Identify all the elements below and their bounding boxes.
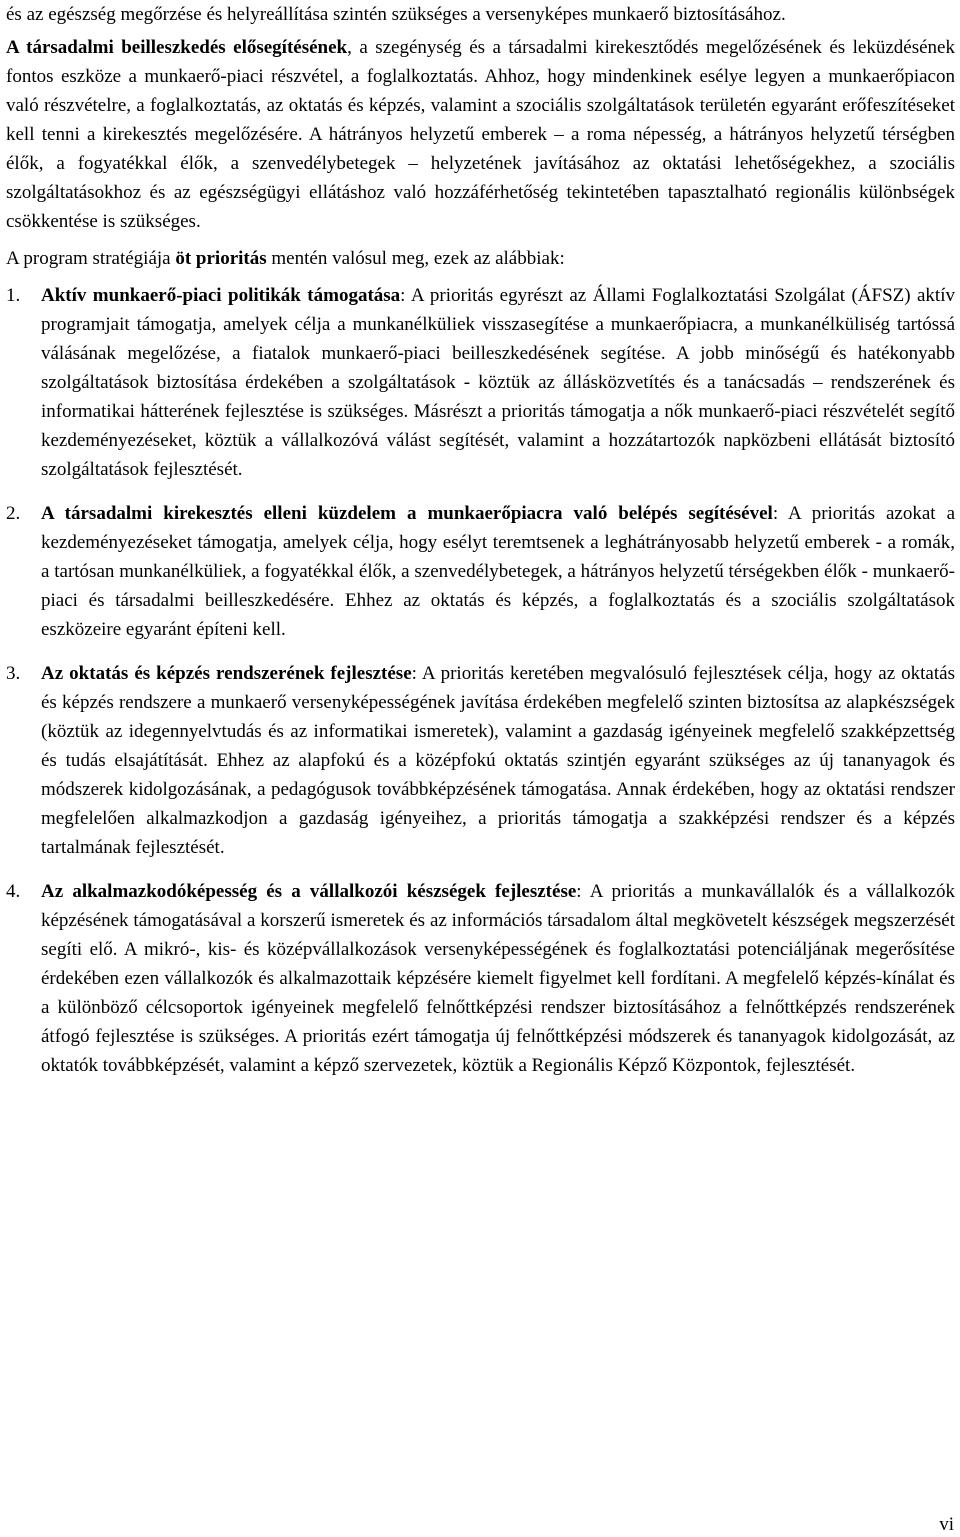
intro-paragraph: és az egészség megőrzése és helyreállítása szintén szükséges a versenyképes munkaerő biztosításához. (6, 4, 786, 25)
social-rest: , a szegénység és a társadalmi kirekesztődés megelőzésének és leküzdésének fontos eszköze a munkaerő-piaci részvétel, a foglalkoztatás. Ahhoz, hogy mindenkinek esélye legyen a munkaerőpiacon való részvételre, a foglalkoztatás, az oktatás és képzés, valamint a szociális szolgáltatások területén egyaránt erőfeszítéseket kell tenni a kirekesztés megelőzésére. A hátrányos helyzetű emberek – a roma népesség, a hátrányos helyzetű térségben élők, a fogyatékkal élők, a szenvedélybetegek – helyzetének javításához az oktatási lehetőségekhez, a szociális szolgáltatásokhoz és az egészségügyi ellátáshoz való hozzáférhetőség tekintetében tapasztalható regionális különbségek csökkentése is szükséges. (6, 37, 955, 232)
document-page (6, 0, 955, 1095)
priority-text: : A prioritás egyrészt az Állami Foglalkoztatási Szolgálat (ÁFSZ) aktív programjait támogatja, amelyek célja a munkanélküliek visszasegítése a munkaerőpiacra, a munkanélküliség tartóssá válásának megelőzése, a fiatalok munkaerő-piaci beilleszkedésének segítése. A jobb minőségű és hatékonyabb szolgáltatások biztosítása érdekében a szolgáltatások - köztük az állásközvetítés és a tanácsadás – rendszerének és informatikai hátterének fejlesztése is szükséges. Másrészt a prioritás támogatja a nők munkaerő-piaci részvételét segítő kezdeményezéseket, köztük a vállalkozóvá válást segítését, valamint a hozzátartozók napközbeni ellátását biztosító szolgáltatások fejlesztését. (41, 285, 955, 480)
priority-title: Az oktatás és képzés rendszerének fejlesztése (41, 663, 412, 684)
priority-title: Az alkalmazkodóképesség és a vállalkozói készségek fejlesztése (41, 881, 577, 902)
strategy-bold: öt prioritás (175, 248, 267, 269)
priority-item-1 (6, 281, 955, 484)
priority-number: 2. (6, 503, 21, 524)
priority-number: 4. (6, 881, 21, 902)
priority-number: 3. (6, 663, 21, 684)
priority-item-4 (6, 877, 955, 1080)
priority-item-3 (6, 659, 955, 862)
strategy-paragraph (6, 244, 955, 273)
strategy-before: A program stratégiája (6, 248, 176, 269)
priority-text: : A prioritás keretében megvalósuló fejlesztések célja, hogy az oktatás és képzés rendszere a munkaerő versenyképességének javítása érdekében megfelelő szinten biztosítsa az alapkészségek (köztük az idegennyelvtudás és az informatikai ismeretek), valamint a gazdaság igényeinek megfelelő szakképzettség és tudás elsajátítását. Ehhez az alapfokú és a középfokú oktatás szintjén egyaránt szükséges az új tananyagok és módszerek kidolgozásának, a pedagógusok továbbképzésének támogatása. Annak érdekében, hogy az oktatási rendszer megfelelően alkalmazkodjon a gazdaság igényeihez, a prioritás támogatja a szakképzési rendszer és a képzés tartalmának fejlesztését. (41, 663, 955, 858)
priority-title: Aktív munkaerő-piaci politikák támogatása (41, 285, 401, 306)
social-lead-bold: A társadalmi beilleszkedés elősegítésének (6, 37, 348, 58)
priority-text: : A prioritás a munkavállalók és a vállalkozók képzésének támogatásával a korszerű ismeretek és az információs társadalom által megkövetelt készségek megszerzését segíti elő. A mikró-, kis- és középvállalkozások versenyképességének és foglalkoztatási potenciáljának megerősítése érdekében ezen vállalkozók és alkalmazottaik képzésére kiemelt figyelmet kell fordítani. A megfelelő képzés-kínálat és a különböző célcsoportok igényeinek megfelelő felnőttképzési rendszer biztosításához a felnőttképzés rendszerének átfogó fejlesztése is szükséges. A prioritás ezért támogatja új felnőttképzési módszerek és tananyagok kidolgozását, az oktatók továbbképzését, valamint a képző szervezetek, köztük a Regionális Képző Központok, fejlesztését. (41, 881, 955, 1076)
strategy-after: mentén valósul meg, ezek az alábbiak: (266, 248, 565, 269)
priority-text: : A prioritás azokat a kezdeményezéseket támogatja, amelyek célja, hogy esélyt teremtsenek a leghátrányosabb helyzetű emberek - a romák, a tartósan munkanélküliek, a fogyatékkal élők, a szenvedélybetegek, a hátrányos helyzetű térségekben élők - munkaerő-piaci és társadalmi beilleszkedésére. Ehhez az oktatás és képzés, a foglalkoztatás és a szociális szolgáltatások eszközeire egyaránt építeni kell. (41, 503, 956, 640)
priority-number: 1. (6, 285, 21, 306)
social-inclusion-paragraph (6, 33, 955, 236)
priority-item-2 (6, 499, 955, 644)
priority-title: A társadalmi kirekesztés elleni küzdelem a munkaerőpiacra való belépés segítésével (41, 503, 773, 524)
page-number: vi (939, 1514, 954, 1535)
priority-list (6, 281, 955, 1080)
